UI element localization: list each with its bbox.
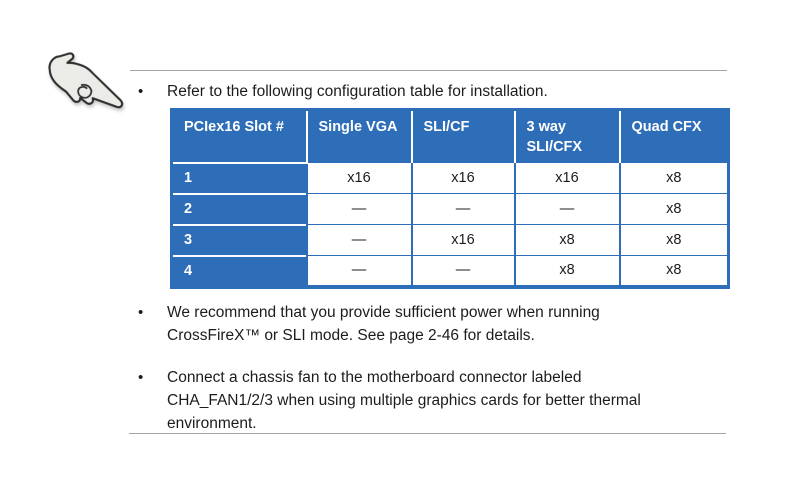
bullet-line: CrossFireX™ or SLI mode. See page 2-46 for details.	[167, 327, 535, 344]
table-header-sli-cf: SLI/CF	[412, 110, 515, 163]
slot-cell: 4	[172, 256, 307, 287]
table-header-quad-cfx: Quad CFX	[620, 110, 729, 163]
data-cell: —	[307, 256, 412, 287]
slot-cell: 1	[172, 163, 307, 194]
table-header-row	[172, 110, 729, 163]
bullet-line: CHA_FAN1/2/3 when using multiple graphics cards for better thermal	[167, 392, 641, 409]
slot-cell: 2	[172, 194, 307, 225]
slot-cell: 3	[172, 225, 307, 256]
pointing-hand-icon	[28, 39, 141, 135]
bottom-divider	[129, 433, 726, 434]
data-cell: x16	[515, 163, 620, 194]
data-cell: x8	[620, 256, 729, 287]
bullet-text	[167, 366, 641, 435]
data-cell: —	[412, 194, 515, 225]
table-header-3way: 3 way SLI/CFX	[515, 110, 620, 163]
data-cell: x16	[307, 163, 412, 194]
table-row	[172, 163, 729, 194]
data-cell: x8	[620, 163, 729, 194]
bullet-marker: •	[138, 83, 144, 100]
bullet-line: Refer to the following configuration table for installation.	[167, 83, 548, 100]
top-divider	[130, 70, 727, 71]
table-header-slot: PCIex16 Slot #	[172, 110, 307, 163]
table-row	[172, 256, 729, 287]
table-header-single-vga: Single VGA	[307, 110, 412, 163]
table-row	[172, 194, 729, 225]
data-cell: —	[412, 256, 515, 287]
data-cell: x8	[620, 194, 729, 225]
data-cell: x16	[412, 225, 515, 256]
table-row	[172, 225, 729, 256]
bullet-marker: •	[138, 369, 144, 386]
bullet-line: We recommend that you provide sufficient power when running	[167, 304, 600, 321]
data-cell: —	[307, 194, 412, 225]
bullet-text	[167, 301, 600, 347]
bullet-text	[167, 80, 548, 103]
bullet-line: environment.	[167, 415, 257, 432]
bullet-item-chassis-fan	[138, 366, 641, 435]
data-cell: x8	[515, 225, 620, 256]
bullet-marker: •	[138, 304, 144, 321]
bullet-item-refer	[138, 80, 548, 103]
pcie-config-table	[170, 108, 730, 289]
bullet-line: Connect a chassis fan to the motherboard connector labeled	[167, 369, 582, 386]
data-cell: x16	[412, 163, 515, 194]
bullet-item-power	[138, 301, 600, 347]
data-cell: —	[307, 225, 412, 256]
data-cell: x8	[620, 225, 729, 256]
data-cell: —	[515, 194, 620, 225]
data-cell: x8	[515, 256, 620, 287]
